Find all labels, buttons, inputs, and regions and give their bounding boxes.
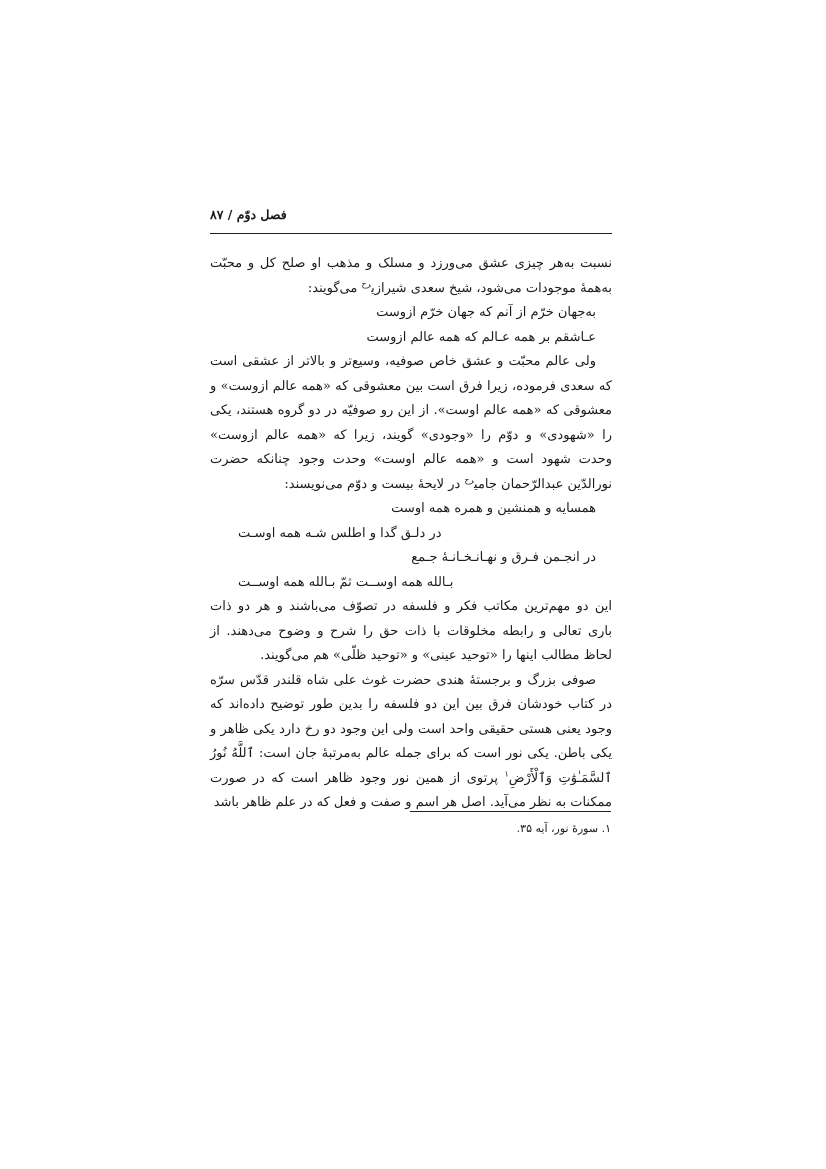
paragraph-3: این دو مهم‌ترین مکاتب فکر و فلسفه در تصوّف می‌باشند و هر دو ذات باری تعالی و رابطه مخلوقات با ذات حق را شرح و وضوح می‌دهند. از لحاظ مطالب اینها را «توحید عینی» و «توحید ظلّی» هم می‌گویند. bbox=[210, 599, 612, 663]
page-header bbox=[210, 205, 612, 234]
paragraph-1: نسبت به‌هر چیزی عشق می‌ورزد و مسلک و مذهب او صلح کل و محبّت به‌همهٔ موجودات می‌شود، شیخ سعدی شیرازی$^{رح}$ می‌گویند: bbox=[210, 256, 612, 296]
paragraph-2: ولی عالم محبّت و عشق خاص صوفیه، وسیع‌تر و بالاتر از عشقی است که سعدی فرموده، زیرا فرق است بین معشوقی که «همه عالم ازوست» و معشوقی که «همه عالم اوست». از این رو صوفیّه در دو گروه هستند، یکی را «شهودی» و دوّم را «وجودی» گویند، زیرا که «همه عالم ازوست» وحدت شهود است و «همه عالم اوست» وحدت وجود چنانکه حضرت نورالدّین عبدالرّحمان جامی$^{رح}$ در لایحهٔ بیست و دوّم می‌نویسند: bbox=[210, 354, 612, 492]
honorific-mark: رح bbox=[361, 279, 372, 289]
verse-1-line-2: عـاشقم بر همه عـالم که همه عالم ازوست bbox=[366, 329, 596, 345]
verse-1-line-1: به‌جهان خرّم از آنم که جهان خرّم ازوست bbox=[376, 305, 596, 320]
paragraph-4: صوفی بزرگ و برجستهٔ هندی حضرت غوث علی شاه قلندر قدّس سرّه در کتاب خودشان فرق بین این دو فلسفه را بدین طور توضیح داده‌اند که وجود یعنی هستی حقیقی واحد است ولی این وجود دو رخ دارد یکی ظاهر و یکی باطن. یکی نور است که برای جمله عالم به‌مرتبهٔ جان است: ٱللَّهُ نُورُ ٱلسَّمَـٰوَٰتِ وَٱلْأَرْضِ$^۱$ پرتوی از همین نور وجود ظاهر است که در صورت ممکنات به نظر می‌آید. اصل هر اسم و صفت و فعل که در علم ظاهر باشد bbox=[210, 672, 612, 810]
footnote-divider bbox=[410, 811, 611, 812]
footnote-ref: ۱ bbox=[504, 769, 509, 779]
quran-quote: ٱللَّهُ نُورُ ٱلسَّمَـٰوَٰتِ وَٱلْأَرْضِ bbox=[210, 746, 612, 786]
footnote: ۱. سورهٔ نور، آیه ۳۵. bbox=[516, 822, 611, 835]
verse-2-line-2: در دلـق گدا و اطلس شـه همه اوسـت bbox=[238, 525, 442, 541]
verse-2-line-3: در انجـمن فـرق و نهـانـخـانـهٔ جـمع bbox=[411, 550, 596, 565]
running-head: فصل دوّم / ۸۷ bbox=[210, 207, 287, 222]
verse-2-line-1: همسایه و همنشین و همره همه اوست bbox=[391, 501, 596, 516]
honorific-mark: رح bbox=[464, 475, 475, 485]
body-text bbox=[210, 252, 612, 816]
verse-2-line-4: بـالله همه اوســت ثمّ بـالله همه اوســت bbox=[238, 574, 454, 590]
